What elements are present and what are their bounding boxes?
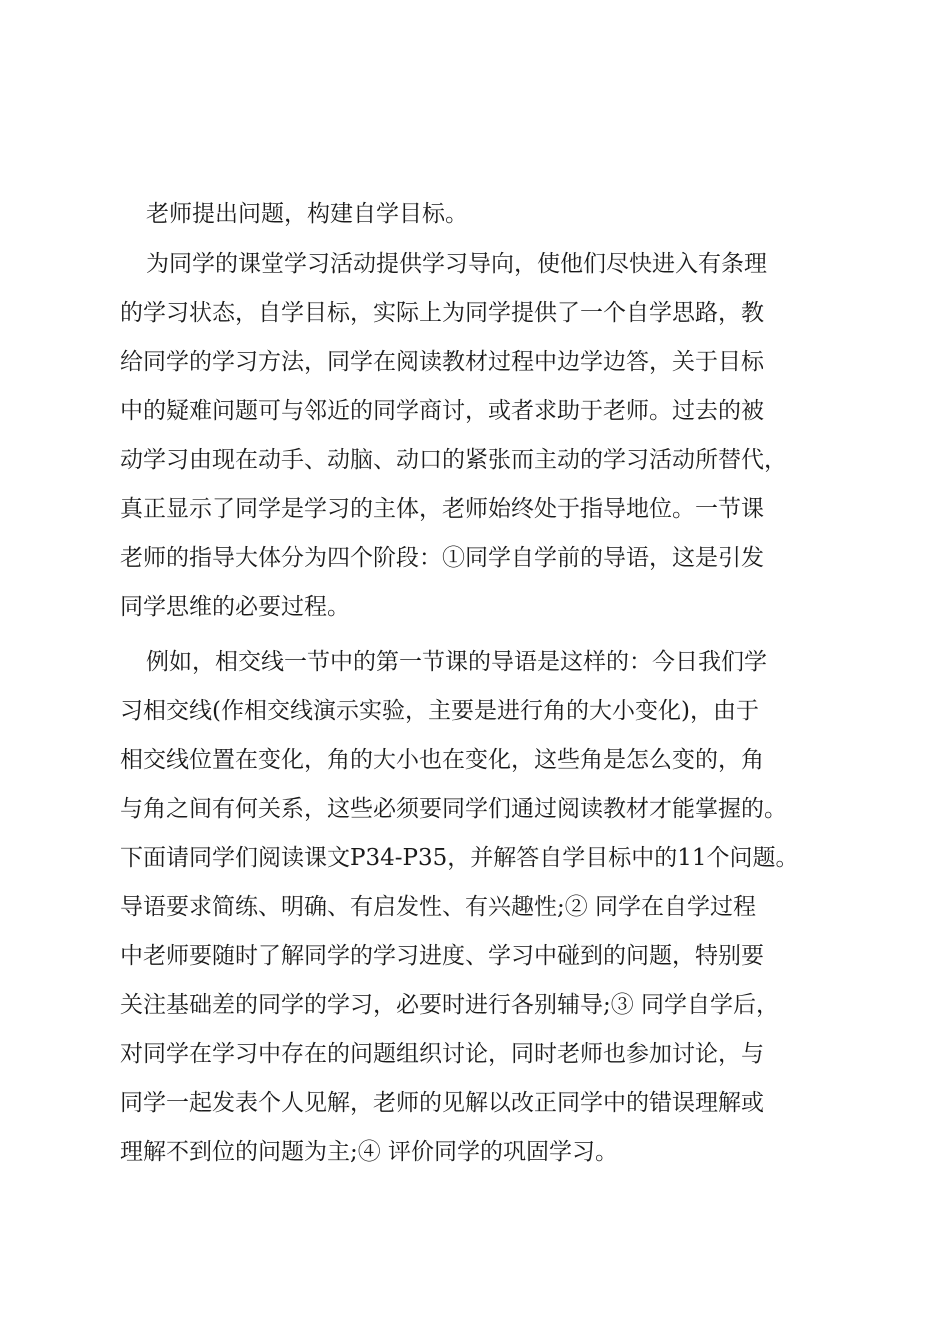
text-line: 相交线位置在变化，角的大小也在变化，这些角是怎么变的，角 [120, 747, 764, 773]
text-line: 中的疑难问题可与邻近的同学商讨，或者求助于老师。过去的被 [120, 398, 764, 424]
text-line: 同学思维的必要过程。 [120, 594, 350, 620]
text-line: 同学一起发表个人见解，老师的见解以改正同学中的错误理解或 [120, 1090, 764, 1116]
paragraph-3 [120, 638, 840, 1177]
text-line: 动学习由现在动手、动脑、动口的紧张而主动的学习活动所替代， [120, 447, 787, 473]
text-line: 对同学在学习中存在的问题组织讨论，同时老师也参加讨论，与 [120, 1041, 764, 1067]
text-line: 中老师要随时了解同学的学习进度、学习中碰到的问题，特别要 [120, 943, 764, 969]
text-line: 老师的指导大体分为四个阶段：①同学自学前的导语，这是引发 [120, 545, 764, 571]
document-body [120, 190, 840, 1177]
text-line: 给同学的学习方法，同学在阅读教材过程中边学边答，关于目标 [120, 349, 764, 375]
paragraph-1 [120, 190, 840, 239]
text-line: 理解不到位的问题为主;④ 评价同学的巩固学习。 [120, 1139, 619, 1165]
text-line: 与角之间有何关系，这些必须要同学们通过阅读教材才能掌握的。 [120, 796, 787, 822]
text-line: 关注基础差的同学的学习，必要时进行各别辅导;③ 同学自学后， [120, 992, 780, 1018]
text-line: 习相交线(作相交线演示实验，主要是进行角的大小变化)，由于 [120, 698, 759, 724]
text-line: 为同学的课堂学习活动提供学习导向，使他们尽快进入有条理 [146, 251, 767, 277]
text-line: 下面请同学们阅读课文P34-P35，并解答自学目标中的11个问题。 [120, 845, 799, 871]
text-line: 的学习状态，自学目标，实际上为同学提供了一个自学思路，教 [120, 300, 764, 326]
text-line: 例如，相交线一节中的第一节课的导语是这样的：今日我们学 [146, 649, 767, 675]
text-line: 导语要求简练、明确、有启发性、有兴趣性;② 同学在自学过程 [120, 894, 757, 920]
text-line: 真正显示了同学是学习的主体，老师始终处于指导地位。一节课 [120, 496, 764, 522]
text-line: 老师提出问题，构建自学目标。 [146, 201, 468, 227]
paragraph-2 [120, 240, 840, 632]
